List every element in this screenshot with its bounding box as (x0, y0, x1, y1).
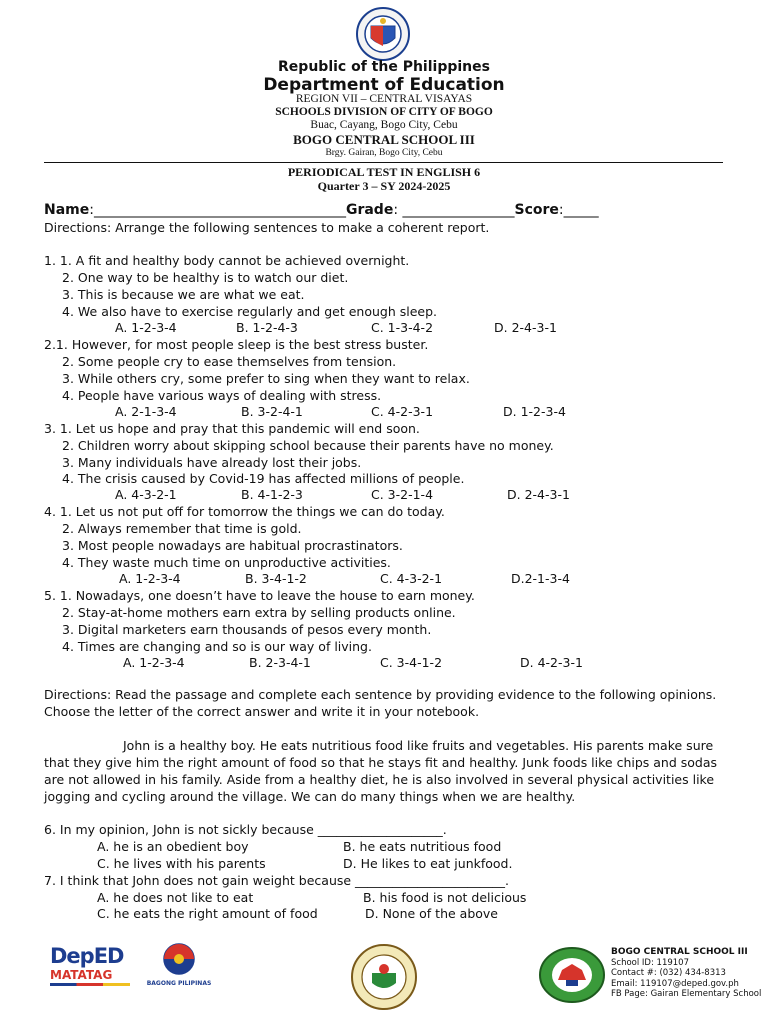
item-1-option-c[interactable]: C. 1-3-4-2 (371, 320, 434, 335)
header-divider (44, 162, 723, 163)
item-1-line-2: 2. One way to be healthy is to watch our diet. (62, 270, 349, 285)
item-4-line-1: 4. 1. Let us not put off for tomorrow the things we can do today. (44, 504, 445, 519)
question-6-option-b[interactable]: B. he eats nutritious food (343, 839, 502, 854)
bagong-pilipinas-emblem (144, 942, 214, 976)
item-2-option-c[interactable]: C. 4-2-3-1 (371, 404, 434, 419)
item-2-option-a[interactable]: A. 2-1-3-4 (115, 404, 177, 419)
bagong-pilipinas-logo (144, 942, 214, 986)
question-7-option-a[interactable]: A. he does not like to eat (97, 890, 254, 905)
footer-school-name: BOGO CENTRAL SCHOOL III (611, 947, 748, 957)
question-7-option-d[interactable]: D. None of the above (365, 906, 498, 921)
item-1-option-a[interactable]: A. 1-2-3-4 (115, 320, 177, 335)
republic-line: Republic of the Philippines (278, 59, 490, 75)
footer-contact: Contact #: (032) 434-8313 (611, 968, 726, 979)
grade-field[interactable]: : ________________ (393, 202, 515, 218)
question-6-option-d[interactable]: D. He likes to eat junkfood. (343, 856, 513, 871)
question-6-stem: 6. In my opinion, John is not sickly because ____________________. (44, 822, 447, 837)
item-2-option-d[interactable]: D. 1-2-3-4 (503, 404, 566, 419)
item-3-option-a[interactable]: A. 4-3-2-1 (115, 487, 177, 502)
item-4-line-3: 3. Most people nowadays are habitual procrastinators. (62, 538, 403, 553)
item-2-line-4: 4. People have various ways of dealing with stress. (62, 388, 382, 403)
department-line: Department of Education (263, 75, 505, 95)
matatag-stripe (50, 983, 130, 986)
passage-line-1: John is a healthy boy. He eats nutritious food like fruits and vegetables. His parents make sure (123, 738, 714, 753)
question-7-option-b[interactable]: B. his food is not delicious (363, 890, 527, 905)
item-5-option-b[interactable]: B. 2-3-4-1 (249, 655, 311, 670)
passage-line-2: that they give him the right amount of food so that he stays fit and healthy. Junk foods like chips and sodas (44, 755, 718, 770)
footer-fb-page[interactable]: FB Page: Gairan Elementary School (611, 989, 762, 1000)
test-quarter: Quarter 3 – SY 2024-2025 (317, 179, 451, 193)
footer-email[interactable]: Email: 119107@deped.gov.ph (611, 978, 739, 989)
score-label: Score (514, 202, 559, 218)
name-field[interactable]: :____________________________________ (89, 202, 346, 218)
info-line (44, 202, 599, 218)
item-4-line-2: 2. Always remember that time is gold. (62, 521, 302, 536)
item-4-option-a[interactable]: A. 1-2-3-4 (119, 571, 181, 586)
question-7-option-c[interactable]: C. he eats the right amount of food (97, 906, 318, 921)
item-2-line-1: 2.1. However, for most people sleep is the best stress buster. (44, 337, 429, 352)
test-title: PERIODICAL TEST IN ENGLISH 6 (287, 165, 481, 179)
division-line: SCHOOLS DIVISION OF CITY OF BOGO (275, 106, 493, 118)
division-address: Buac, Cayang, Bogo City, Cebu (310, 119, 458, 131)
footer-school-id: School ID: 119107 (611, 957, 689, 968)
passage-line-4: jogging and cycling around the village. We can do many things when we are healthy. (44, 789, 576, 804)
item-4-option-c[interactable]: C. 4-3-2-1 (380, 571, 443, 586)
deped-logo-text: DepED (50, 944, 124, 968)
item-1-option-d[interactable]: D. 2-4-3-1 (494, 320, 557, 335)
item-1-option-b[interactable]: B. 1-2-4-3 (236, 320, 298, 335)
item-3-option-c[interactable]: C. 3-2-1-4 (371, 487, 434, 502)
region-line: REGION VII – CENTRAL VISAYAS (295, 93, 473, 105)
score-field[interactable]: :_____ (558, 202, 599, 218)
question-7-stem: 7. I think that John does not gain weight because ________________________. (44, 873, 510, 888)
item-1-line-1: 1. 1. A fit and healthy body cannot be achieved overnight. (44, 253, 410, 268)
item-3-option-b[interactable]: B. 4-1-2-3 (241, 487, 303, 502)
school-contact-block (611, 947, 768, 1000)
item-5-option-c[interactable]: C. 3-4-1-2 (380, 655, 443, 670)
school-seal (538, 946, 606, 1004)
item-1-line-4: 4. We also have to exercise regularly and get enough sleep. (62, 304, 437, 319)
item-4-line-4: 4. They waste much time on unproductive activities. (62, 555, 391, 570)
item-3-option-d[interactable]: D. 2-4-3-1 (507, 487, 570, 502)
part2-directions-line-1: Directions: Read the passage and complete each sentence by providing evidence to the following opinions. (44, 687, 717, 702)
bagong-pilipinas-text: BAGONG PILIPINAS (146, 980, 212, 987)
question-6-option-a[interactable]: A. he is an obedient boy (97, 839, 249, 854)
matatag-text: MATATAG (50, 968, 113, 982)
item-3-line-2: 2. Children worry about skipping school because their parents have no money. (62, 438, 554, 453)
schools-division-seal (350, 943, 418, 1011)
passage-line-3: are not allowed in his family. Aside from a healthy diet, he is also involved in several physical activities like (44, 772, 715, 787)
question-6-option-c[interactable]: C. he lives with his parents (97, 856, 266, 871)
item-5-option-d[interactable]: D. 4-2-3-1 (520, 655, 583, 670)
school-address: Brgy. Gairan, Bogo City, Cebu (325, 148, 443, 158)
part2-directions-line-2: Choose the letter of the correct answer and write it in your notebook. (44, 704, 480, 719)
item-5-line-2: 2. Stay-at-home mothers earn extra by selling products online. (62, 605, 456, 620)
name-label: Name (44, 202, 90, 218)
item-5-line-3: 3. Digital marketers earn thousands of pesos every month. (62, 622, 432, 637)
item-2-line-2: 2. Some people cry to ease themselves from tension. (62, 354, 397, 369)
item-3-line-4: 4. The crisis caused by Covid-19 has affected millions of people. (62, 471, 465, 486)
item-3-line-3: 3. Many individuals have already lost their jobs. (62, 455, 362, 470)
item-4-option-b[interactable]: B. 3-4-1-2 (245, 571, 307, 586)
item-1-line-3: 3. This is because we are what we eat. (62, 287, 305, 302)
deped-seal (348, 6, 418, 62)
item-4-option-d[interactable]: D.2-1-3-4 (511, 571, 570, 586)
item-2-line-3: 3. While others cry, some prefer to sing when they want to relax. (62, 371, 470, 386)
school-name: BOGO CENTRAL SCHOOL III (293, 132, 475, 147)
item-3-line-1: 3. 1. Let us hope and pray that this pandemic will end soon. (44, 421, 420, 436)
item-5-line-1: 5. 1. Nowadays, one doesn’t have to leave the house to earn money. (44, 588, 475, 603)
item-2-option-b[interactable]: B. 3-2-4-1 (241, 404, 303, 419)
part1-directions: Directions: Arrange the following sentences to make a coherent report. (44, 220, 490, 235)
grade-label: Grade (345, 202, 394, 218)
item-5-option-a[interactable]: A. 1-2-3-4 (123, 655, 185, 670)
item-5-line-4: 4. Times are changing and so is our way of living. (62, 639, 372, 654)
deped-matatag-logo (50, 944, 134, 988)
